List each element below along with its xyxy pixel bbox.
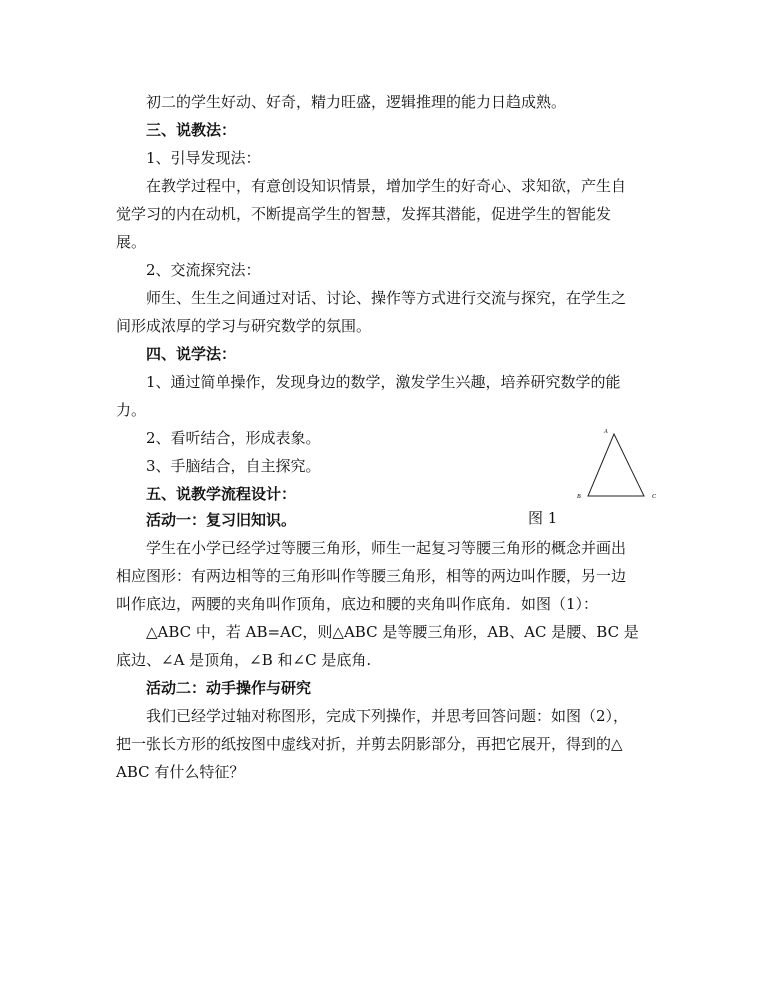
isosceles-triangle-figure [572, 424, 662, 506]
paragraph-line: 展。 [116, 233, 147, 251]
list-item: 2、看听结合，形成表象。 [146, 429, 321, 447]
paragraph-line: 底边、∠A 是顶角，∠B 和∠C 是底角. [116, 651, 372, 669]
list-item: 1、通过简单操作，发现身边的数学，激发学生兴趣，培养研究数学的能 [146, 373, 621, 391]
paragraph-line: 在教学过程中，有意创设知识情景，增加学生的好奇心、求知欲，产生自 [146, 177, 627, 195]
paragraph-line: 叫作底边，两腰的夹角叫作顶角，底边和腰的夹角叫作底角．如图（1）： [116, 595, 599, 613]
paragraph-line: 相应图形：有两边相等的三角形叫作等腰三角形，相等的两边叫作腰，另一边 [116, 567, 627, 585]
figure-caption: 图 1 [528, 509, 558, 527]
paragraph-line: △ABC 中，若 AB=AC，则△ABC 是等腰三角形，AB、AC 是腰、BC 是 [146, 623, 639, 641]
triangle-abc [588, 434, 644, 496]
section-heading-teaching-process: 五、说教学流程设计： [146, 485, 297, 503]
section-heading-teaching-methods: 三、说教法： [146, 121, 237, 139]
vertex-c-label: C [652, 494, 657, 500]
paragraph-line: 间形成浓厚的学习与研究数学的氛围。 [116, 317, 372, 335]
section-heading-learning-methods: 四、说学法： [146, 345, 237, 363]
paragraph-student-traits: 初二的学生好动、好奇，精力旺盛，逻辑推理的能力日趋成熟。 [146, 93, 567, 111]
list-item: 3、手脑结合，自主探究。 [146, 457, 321, 475]
activity-two-heading: 活动二：动手操作与研究 [146, 679, 312, 697]
paragraph-line: 把一张长方形的纸按图中虚线对折，并剪去阴影部分，再把它展开，得到的△ [116, 735, 623, 753]
paragraph-line: 力。 [116, 401, 147, 419]
vertex-b-label: B [577, 494, 581, 500]
paragraph-line: 觉学习的内在动机，不断提高学生的智慧，发挥其潜能，促进学生的智能发 [116, 205, 612, 223]
vertex-a-label: A [604, 429, 608, 435]
subheading-exchange-inquiry: 2、交流探究法： [146, 261, 261, 279]
activity-one-heading: 活动一：复习旧知识。 [146, 511, 297, 529]
paragraph-line: 师生、生生之间通过对话、讨论、操作等方式进行交流与探究，在学生之 [146, 289, 627, 307]
paragraph-line: ABC 有什么特征？ [116, 763, 245, 781]
paragraph-line: 我们已经学过轴对称图形，完成下列操作，并思考回答问题：如图（2）， [146, 707, 629, 725]
paragraph-line: 学生在小学已经学过等腰三角形，师生一起复习等腰三角形的概念并画出 [146, 539, 627, 557]
subheading-guided-discovery: 1、引导发现法： [146, 149, 261, 167]
